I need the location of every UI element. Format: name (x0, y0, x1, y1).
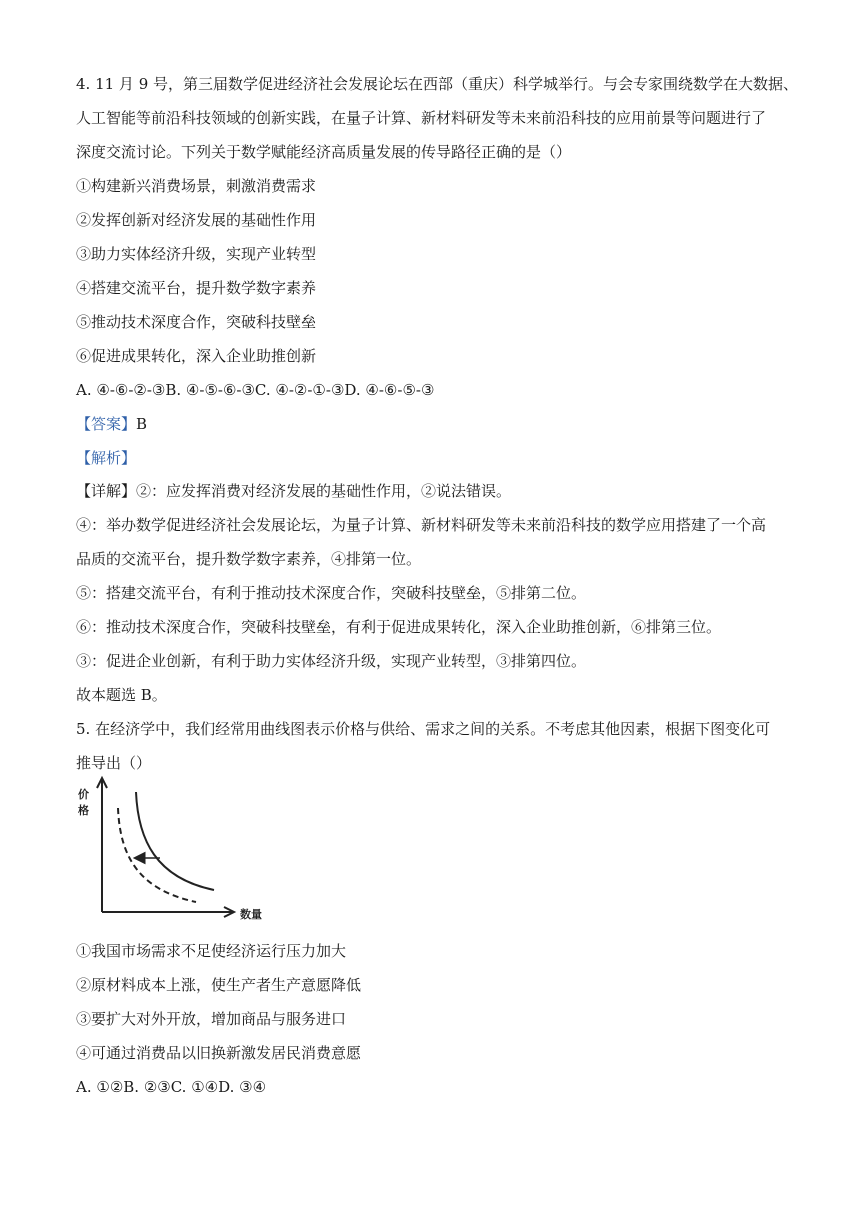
q4-detail-5: ⑥：推动技术深度合作，突破科技壁垒，有利于促进成果转化，深入企业助推创新，⑥排第三位。 (76, 618, 722, 636)
q5-item-2: ②原材料成本上涨，使生产者生产意愿降低 (76, 976, 362, 994)
q4-options: A. ④-⑥-②-③B. ④-⑤-⑥-③C. ④-②-①-③D. ④-⑥-⑤-③ (76, 381, 435, 399)
analysis-tag: 【解析】 (76, 449, 137, 467)
y-axis-label-1: 价 (78, 788, 89, 801)
q5-item-1: ①我国市场需求不足使经济运行压力加大 (76, 942, 347, 960)
q4-stem-line-2: 人工智能等前沿科技领域的创新实践，在量子计算、新材料研发等未来前沿科技的应用前景等问题进行了 (76, 109, 767, 127)
q4-detail-1: 【详解】②：应发挥消费对经济发展的基础性作用，②说法错误。 (76, 482, 512, 500)
q4-answer-line (76, 414, 796, 434)
q5-item-3: ③要扩大对外开放，增加商品与服务进口 (76, 1010, 347, 1028)
q4-item-5: ⑤推动技术深度合作，突破科技壁垒 (76, 313, 317, 331)
y-axis-label-2: 格 (78, 804, 89, 817)
q5-stem-line-1: 5. 在经济学中，我们经常用曲线图表示价格与供给、需求之间的关系。不考虑其他因素，根据下图变化可 (76, 720, 771, 738)
q4-item-4: ④搭建交流平台，提升数学数字素养 (76, 279, 317, 297)
q4-detail-4: ⑤：搭建交流平台，有利于推动技术深度合作，突破科技壁垒，⑤排第二位。 (76, 584, 587, 602)
supply-demand-figure (66, 770, 276, 930)
q4-item-2: ②发挥创新对经济发展的基础性作用 (76, 211, 317, 229)
answer-tag: 【答案】 (76, 415, 137, 433)
q5-options: A. ①②B. ②③C. ①④D. ③④ (76, 1078, 267, 1096)
q4-conclusion: 故本题选 B。 (76, 686, 167, 704)
original-curve (136, 792, 214, 890)
shifted-curve (118, 808, 196, 902)
q4-item-1: ①构建新兴消费场景，刺激消费需求 (76, 177, 317, 195)
q5-stem-line-2: 推导出（） (76, 754, 152, 772)
answer-value: B (136, 415, 148, 433)
q4-item-6: ⑥促进成果转化，深入企业助推创新 (76, 347, 317, 365)
q4-stem-line-3: 深度交流讨论。下列关于数学赋能经济高质量发展的传导路径正确的是（） (76, 143, 572, 161)
x-axis-label: 数量 (240, 908, 262, 921)
q4-detail-2: ④：举办数学促进经济社会发展论坛，为量子计算、新材料研发等未来前沿科技的数学应用搭建了一个高 (76, 516, 767, 534)
q4-stem-line-1: 4. 11 月 9 号，第三届数学促进经济社会发展论坛在西部（重庆）科学城举行。与会专家围绕数学在大数据、 (76, 75, 799, 93)
q4-detail-3: 品质的交流平台，提升数学数字素养，④排第一位。 (76, 550, 422, 568)
q4-detail-6: ③：促进企业创新，有利于助力实体经济升级，实现产业转型，③排第四位。 (76, 652, 587, 670)
q5-item-4: ④可通过消费品以旧换新激发居民消费意愿 (76, 1044, 362, 1062)
q4-item-3: ③助力实体经济升级，实现产业转型 (76, 245, 317, 263)
